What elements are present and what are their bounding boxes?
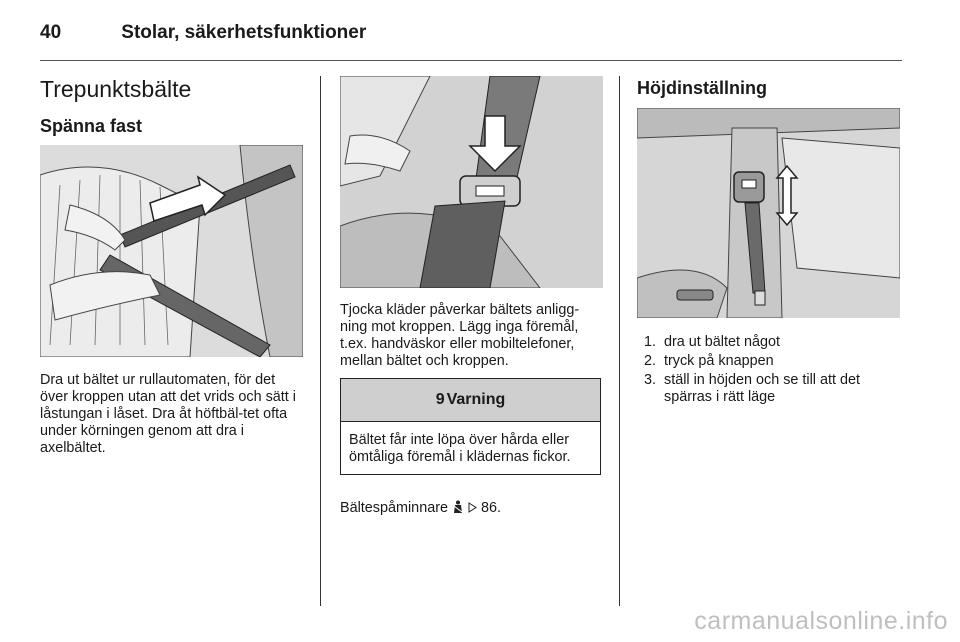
illustration-belt-buckle [340, 76, 603, 288]
list-item: 2. tryck på knappen [644, 353, 774, 369]
clothing-note: Tjocka kläder påverkar bältets anligg-ning mot kroppen. Lägg inga föremål, t.ex. handväskor eller mobiltelefoner, mellan bältet och kroppen. [340, 302, 580, 369]
column-divider-1 [320, 76, 321, 606]
column-2-text [340, 302, 605, 370]
illustration-fasten-belt [40, 145, 303, 357]
fasten-instructions: Dra ut bältet ur rullautomaten, för det över kroppen utan att det vrids och sätt i låstungan i låset. Dra åt höftbäl-tet ofta under körningen genom att dra i axelbältet. [40, 372, 296, 456]
section-heading: Trepunktsbälte [40, 76, 192, 102]
column-1-text [40, 372, 305, 457]
watermark: carmanualsonline.info [694, 607, 948, 635]
list-item: 3. ställ in höjden och se till att det spärras i rätt läge [644, 372, 860, 405]
warning-title: Varning [446, 391, 506, 408]
reminder-line [340, 500, 605, 517]
page-header [40, 22, 366, 44]
page-reference-icon [468, 500, 481, 516]
column-1 [40, 116, 305, 137]
warning-icon: 9 [435, 391, 445, 408]
header-rule [40, 60, 902, 61]
page-number: 40 [40, 22, 62, 43]
adjust-steps [640, 334, 902, 406]
list-item: 1. dra ut bältet något [644, 334, 781, 350]
subsection-heading: Spänna fast [40, 116, 143, 136]
reminder-text: Bältespåminnare [340, 500, 448, 516]
height-adjust-heading: Höjdinställning [637, 78, 767, 98]
column-divider-2 [619, 76, 620, 606]
column-3-heading [637, 78, 902, 99]
column-3-steps [640, 334, 902, 408]
seatbelt-icon [452, 500, 468, 516]
warning-header [341, 379, 600, 422]
illustration-height-adjuster [637, 108, 900, 318]
reminder-page-ref: 86. [481, 500, 502, 516]
warning-box [340, 378, 601, 475]
warning-body: Bältet får inte löpa över hårda eller ömtåliga föremål i klädernas fickor. [349, 432, 571, 465]
section-title: Stolar, säkerhetsfunktioner [121, 22, 367, 43]
